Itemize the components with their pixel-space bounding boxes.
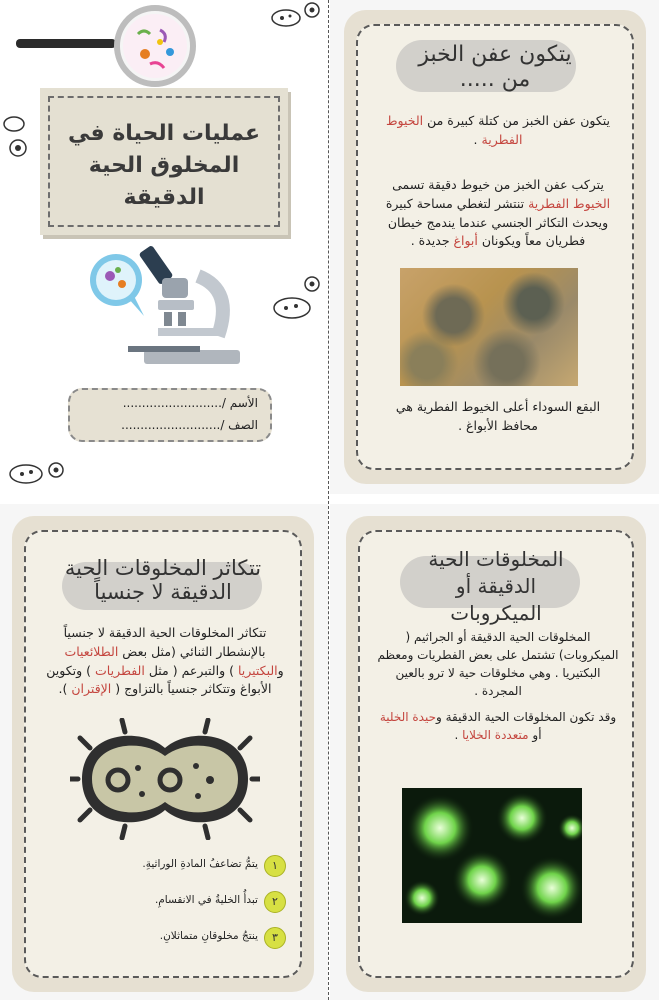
step-number: ١ <box>264 855 286 877</box>
list-item: ٣ ينتجُ مخلوقانِ متماثلانِ. <box>90 927 286 949</box>
germ-doodle-icon <box>268 272 326 334</box>
microbes-panel <box>330 504 659 1000</box>
germ-doodle-icon <box>268 0 326 40</box>
paragraph-1: المخلوقات الحية الدقيقة أو الجراثيم ( الميكروبات) تشتمل على بعض الفطريات ومعظم البكتيريا . وهي مخلوقات حية لا ترو بالعين المجردة . <box>377 630 619 698</box>
cover-panel <box>0 0 328 494</box>
microscope-icon <box>88 238 248 373</box>
step-number: ٣ <box>264 927 286 949</box>
name-field-label[interactable]: الأسم /.......................... <box>122 396 258 410</box>
paragraph-2: وقد تكون المخلوقات الحية الدقيقة وحيدة الخلية أو متعددة الخلايا . <box>379 710 617 742</box>
page-divider-horizontal <box>0 494 659 504</box>
card-title: يتكون عفن الخبز من ..... <box>418 42 572 93</box>
card-title: المخلوقات الحية الدقيقة أو الميكروبات <box>428 547 564 625</box>
magnifier-icon <box>10 2 200 94</box>
bacteria-photo <box>402 788 582 923</box>
list-item: ١ يتمُّ تضاعفُ المادةِ الوراثيةِ. <box>90 855 286 877</box>
cover-title: عمليات الحياة في المخلوق الحية الدقيقة <box>68 121 260 210</box>
card-title: تتكاثر المخلوقات الحية الدقيقة لا جنسياً <box>64 556 262 605</box>
photo-caption: البقع السوداء أعلى الخيوط الفطرية هي محافظ الأبواغ . <box>395 399 601 433</box>
bread-mold-card <box>344 10 646 484</box>
bread-mold-photo <box>400 268 578 386</box>
class-field-label[interactable]: الصف /.......................... <box>121 418 258 432</box>
step-number: ٢ <box>264 891 286 913</box>
germ-doodle-icon <box>0 110 34 164</box>
cover-title-box <box>40 88 288 235</box>
paragraph-1: يتكون عفن الخبز من كتلة كبيرة من الخيوط الفطرية . <box>386 113 610 147</box>
list-item: ٢ تبدأُ الخليةُ في الانقسامِ. <box>90 891 286 913</box>
student-info-box <box>68 388 272 442</box>
germ-doodle-icon <box>6 450 68 494</box>
page-divider-vertical <box>328 0 329 1000</box>
binary-fission-icon <box>70 718 260 840</box>
bread-mold-panel <box>330 0 659 494</box>
reproduction-paragraph: تتكاثر المخلوقات الحية الدقيقة لا جنسياً بالإنشطار الثنائي (مثل بعض الطلائعيات والبكتيريا ) والتبرعم ( مثل الفطريات ) وتكوين الأبواغ وتتكاثر جنسياً بالتزاوج ( الإقتران ). <box>46 625 284 697</box>
paragraph-2: يتركب عفن الخبز من خيوط دقيقة تسمى الخيوط الفطرية تنتشر لتغطي مساحة كبيرة ويحدث التكاثر الجنسي عندما يندمج خيطان فطريان معاً ويكونان أبواغ جديدة . <box>385 177 611 249</box>
